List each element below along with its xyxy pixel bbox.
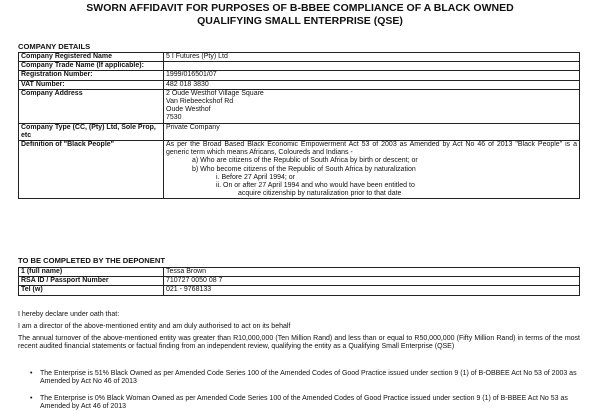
value-id-number: 710727 0050 08 7 xyxy=(164,277,580,286)
definition-intro: As per the Broad Based Black Economic Empowerment Act 53 of 2003 as Amended by Act No 46 of 2013 "Black People" is a generic term which means Africans, Coloureds and Indians - xyxy=(166,141,577,157)
title-line-1: SWORN AFFIDAVIT FOR PURPOSES OF B-BBEE COMPLIANCE OF A BLACK OWNED xyxy=(86,2,514,14)
table-row xyxy=(19,53,580,62)
declaration-text: I hereby declare under oath that: xyxy=(18,311,120,318)
title-line-2: QUALIFYING SMALL ENTERPRISE (QSE) xyxy=(197,15,403,27)
bullet-text-black-woman-owned: The Enterprise is 0% Black Woman Owned as per Amended Code Series 100 of the Amended Codes of Good Practice issued under section 9 (1) of B-BBEE Act No 53 as Amended by Act 46 of 2013 xyxy=(40,395,568,411)
table-row xyxy=(19,62,580,71)
address-line: 7530 xyxy=(166,114,182,122)
table-row xyxy=(19,71,580,80)
value-black-people-definition xyxy=(164,141,580,199)
bullet-icon: • xyxy=(30,370,33,377)
turnover-statement: The annual turnover of the above-mentioned entity was greater than R10,000,000 (Ten Million Rand) and less than or equal to R50,000,000 (Fifty Million Rand) in terms of the most recent audited financial statements or factual finding from an independent review, qualifying the entity as a Qualifying Small Enterprise (QSE) xyxy=(18,335,580,351)
definition-item-a: a) Who are citizens of the Republic of South Africa by birth or descent; or xyxy=(192,157,418,165)
table-row xyxy=(19,141,580,199)
value-vat-number: 482 018 3830 xyxy=(164,80,580,89)
company-details-table xyxy=(18,52,580,199)
value-full-name: Tessa Brown xyxy=(164,268,580,277)
value-trade-name xyxy=(164,62,580,71)
definition-item-i: i. Before 27 April 1994; or xyxy=(216,173,295,181)
deponent-heading: TO BE COMPLETED BY THE DEPONENT xyxy=(18,256,165,265)
definition-item-ii-continued: acquire citizenship by naturalization prior to that date xyxy=(238,190,402,198)
list-item xyxy=(30,395,578,411)
bullet-text-black-owned: The Enterprise is 51% Black Owned as per Amended Code Series 100 of the Amended Codes of Good Practice issued under section 9 (1) of B-OBBEE Act No 53 of 2003 as Amended by Act No 46 of 2013 xyxy=(40,370,577,386)
address-line: 2 Oude Westhof Village Square xyxy=(166,89,264,97)
label-id-number: RSA ID / Passport Number xyxy=(19,277,164,286)
label-full-name: 1 (full name) xyxy=(19,268,164,277)
value-registered-name: 5 I Futures (Pty) Ltd xyxy=(164,53,580,62)
table-row xyxy=(19,123,580,140)
value-company-type: Private Company xyxy=(164,123,580,140)
table-row xyxy=(19,286,580,295)
label-registration-number: Registration Number: xyxy=(19,71,164,80)
value-registration-number: 1999/016501/07 xyxy=(164,71,580,80)
table-row xyxy=(19,268,580,277)
list-item xyxy=(30,370,578,386)
label-tel: Tel (w) xyxy=(19,286,164,295)
definition-item-b: b) Who become citizens of the Republic of South Africa by naturalization xyxy=(192,165,416,173)
definition-item-ii: ii. On or after 27 April 1994 and who would have been entitled to xyxy=(216,182,415,190)
table-row xyxy=(19,80,580,89)
label-black-people-definition: Definition of "Black People" xyxy=(19,141,164,199)
bullet-icon: • xyxy=(30,395,33,402)
address-line: Van Riebeeckshof Rd xyxy=(166,98,234,106)
company-details-heading: COMPANY DETAILS xyxy=(18,42,91,51)
deponent-table xyxy=(18,267,580,296)
table-row xyxy=(19,89,580,123)
value-tel: 021 - 9768133 xyxy=(164,286,580,295)
value-company-address xyxy=(164,89,580,123)
label-registered-name: Company Registered Name xyxy=(19,53,164,62)
label-company-address: Company Address xyxy=(19,89,164,123)
document-title xyxy=(0,2,600,28)
table-row xyxy=(19,277,580,286)
label-trade-name: Company Trade Name (If applicable): xyxy=(19,62,164,71)
label-vat-number: VAT Number: xyxy=(19,80,164,89)
label-company-type: Company Type (CC, (Pty) Ltd, Sole Prop, etc xyxy=(19,123,164,140)
address-line: Oude Westhof xyxy=(166,106,211,114)
director-statement: I am a director of the above-mentioned entity and am duly authorised to act on its behalf xyxy=(18,323,291,330)
